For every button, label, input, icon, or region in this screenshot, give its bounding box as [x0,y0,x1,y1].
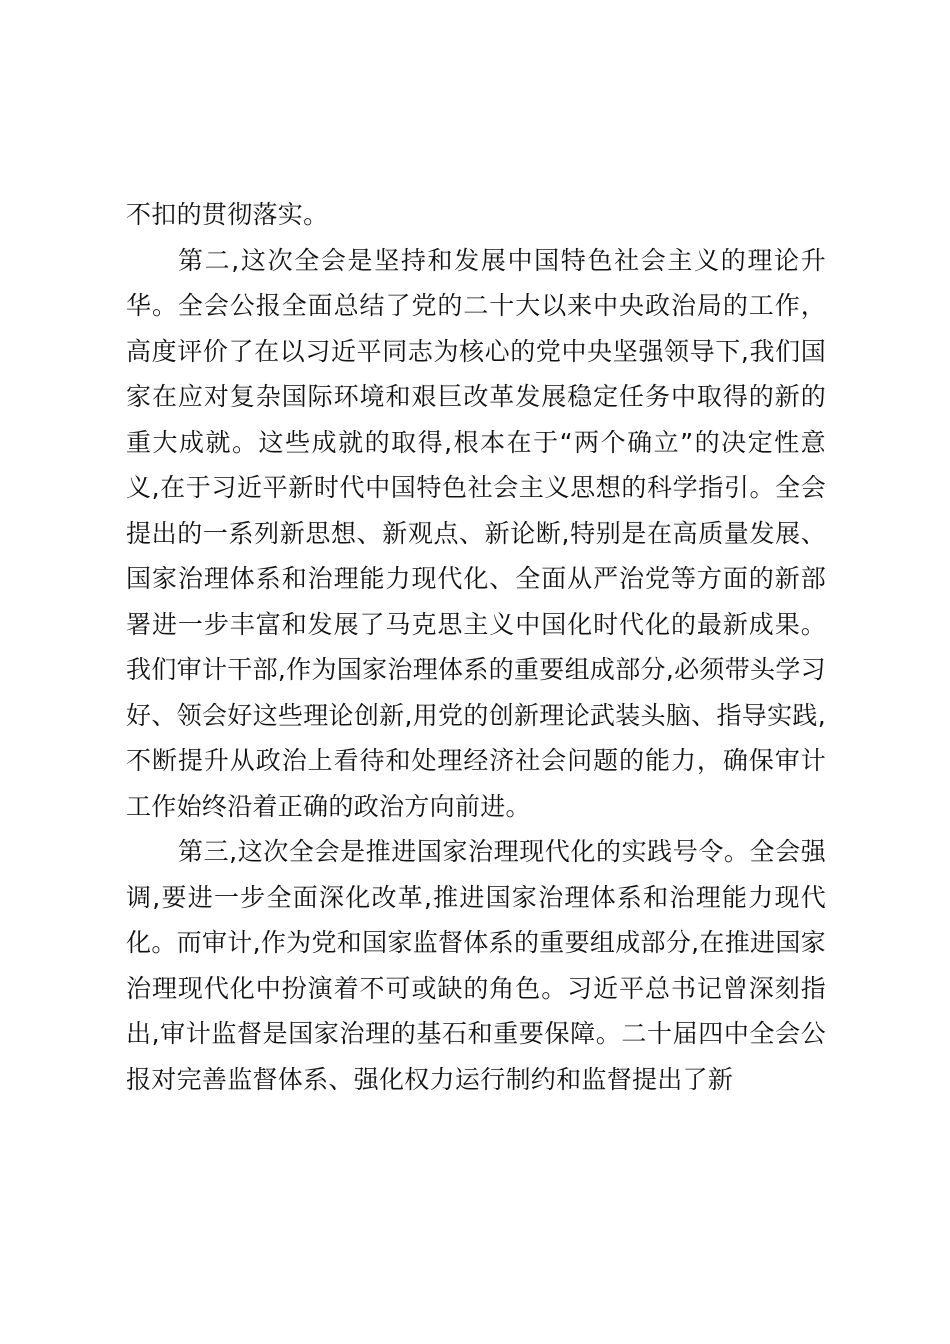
paragraph-third-point: 第三,这次全会是推进国家治理现代化的实践号令。全会强调,要进一步全面深化改革,推进国家治理体系和治理能力现代化。而审计,作为党和国家监督体系的重要组成部分,在推进国家治理现代化中扮演着不可或缺的角色。习近平总书记曾深刻指出,审计监督是国家治理的基石和重要保障。二十届四中全会公报对完善监督体系、强化权力运行制约和监督提出了新 [126,837,826,1094]
paragraph-continuation: 不扣的贯彻落实。 [126,200,329,229]
paragraph-second-point: 第二,这次全会是坚持和发展中国特色社会主义的理论升华。全会公报全面总结了党的二十大以来中央政治局的工作，高度评价了在以习近平同志为核心的党中央坚强领导下,我们国家在应对复杂国际环境和艰巨改革发展稳定任务中取得的新的重大成就。这些成就的取得,根本在于“两个确立”的决定性意义,在于习近平新时代中国特色社会主义思想的科学指引。全会提出的一系列新思想、新观点、新论断,特别是在高质量发展、国家治理体系和治理能力现代化、全面从严治党等方面的新部署进一步丰富和发展了马克思主义中国化时代化的最新成果。我们审计干部,作为国家治理体系的重要组成部分,必须带头学习好、领会好这些理论创新,用党的创新理论武装头脑、指导实践,不断提升从政治上看待和处理经济社会问题的能力，确保审计工作始终沿着正确的政治方向前进。 [126,245,826,821]
document-body [126,192,826,1102]
